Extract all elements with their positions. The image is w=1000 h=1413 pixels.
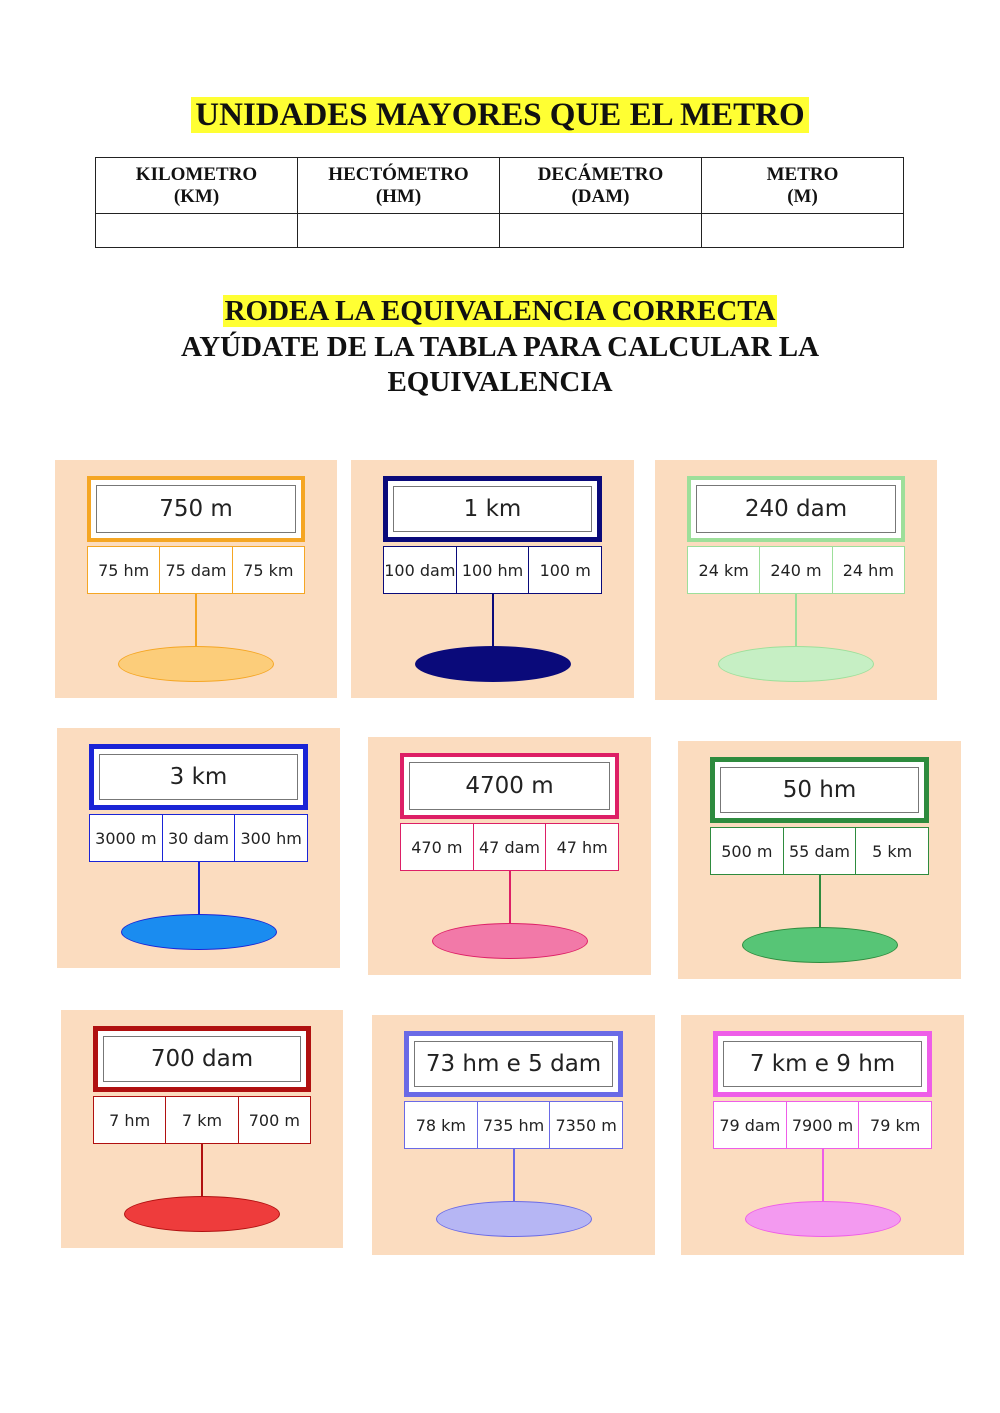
answer-option[interactable]: 24 hm bbox=[842, 560, 894, 580]
page-title: UNIDADES MAYORES QUE EL METRO bbox=[0, 96, 1000, 134]
exercise-card bbox=[61, 1010, 343, 1248]
exercise-card bbox=[55, 460, 337, 698]
answer-option[interactable]: 47 hm bbox=[556, 837, 608, 857]
sign-base bbox=[742, 927, 898, 963]
answer-option[interactable]: 700 m bbox=[248, 1110, 300, 1130]
options-row bbox=[87, 546, 305, 594]
value-sign bbox=[404, 1031, 623, 1097]
options-row bbox=[710, 827, 929, 875]
exercise-card bbox=[372, 1015, 655, 1255]
answer-option[interactable]: 79 dam bbox=[714, 1102, 787, 1148]
value-label: 1 km bbox=[393, 486, 592, 532]
exercise-card bbox=[678, 741, 961, 979]
answer-option[interactable]: 100 m bbox=[539, 560, 591, 580]
instruction-text: AYÚDATE DE LA TABLA PARA CALCULAR LA EQUIVALENCIA bbox=[180, 331, 820, 398]
value-sign bbox=[93, 1026, 311, 1092]
value-label: 700 dam bbox=[103, 1036, 301, 1082]
answer-option[interactable]: 735 hm bbox=[478, 1102, 551, 1148]
units-table bbox=[95, 157, 904, 248]
answer-option[interactable]: 240 m bbox=[760, 547, 832, 593]
answer-option[interactable]: 55 dam bbox=[784, 828, 857, 874]
answer-cell-dam[interactable] bbox=[500, 214, 702, 248]
sign-base bbox=[118, 646, 274, 682]
value-sign bbox=[687, 476, 905, 542]
options-row bbox=[687, 546, 905, 594]
value-sign bbox=[400, 753, 619, 819]
answer-option[interactable]: 30 dam bbox=[163, 815, 236, 861]
options-row bbox=[400, 823, 619, 871]
answer-option[interactable]: 75 hm bbox=[88, 547, 160, 593]
value-label: 50 hm bbox=[720, 767, 919, 813]
exercise-card bbox=[57, 728, 340, 968]
answer-option[interactable]: 47 dam bbox=[474, 824, 547, 870]
units-table-header-row bbox=[96, 158, 904, 214]
header-metro: METRO (M) bbox=[702, 158, 904, 214]
options-row bbox=[89, 814, 308, 862]
answer-option[interactable]: 3000 m bbox=[90, 815, 163, 861]
header-decametro: DECÁMETRO (DAM) bbox=[500, 158, 702, 214]
sign-base bbox=[432, 923, 588, 959]
value-sign bbox=[87, 476, 305, 542]
header-hectometro: HECTÓMETRO (HM) bbox=[298, 158, 500, 214]
answer-option[interactable]: 470 m bbox=[401, 824, 474, 870]
sign-base bbox=[415, 646, 571, 682]
answer-option[interactable]: 100 hm bbox=[457, 547, 530, 593]
header-kilometro: KILOMETRO (KM) bbox=[96, 158, 298, 214]
exercise-card bbox=[655, 460, 937, 700]
value-label: 7 km e 9 hm bbox=[723, 1041, 922, 1087]
sign-base bbox=[745, 1201, 901, 1237]
value-sign bbox=[713, 1031, 932, 1097]
answer-cell-hm[interactable] bbox=[298, 214, 500, 248]
answer-option[interactable]: 75 dam bbox=[160, 547, 232, 593]
answer-option[interactable]: 78 km bbox=[405, 1102, 478, 1148]
value-sign bbox=[89, 744, 308, 810]
value-sign bbox=[383, 476, 602, 542]
exercise-card bbox=[681, 1015, 964, 1255]
exercise-card bbox=[351, 460, 634, 698]
value-label: 4700 m bbox=[409, 762, 610, 810]
answer-option[interactable]: 100 dam bbox=[384, 547, 457, 593]
answer-option[interactable]: 75 km bbox=[243, 560, 294, 580]
options-row bbox=[93, 1096, 311, 1144]
value-label: 73 hm e 5 dam bbox=[414, 1041, 613, 1087]
answer-option[interactable]: 500 m bbox=[711, 828, 784, 874]
answer-option[interactable]: 7 hm bbox=[94, 1097, 166, 1143]
answer-option[interactable]: 7900 m bbox=[787, 1102, 860, 1148]
answer-option[interactable]: 300 hm bbox=[240, 828, 302, 848]
answer-option[interactable]: 7350 m bbox=[555, 1115, 617, 1135]
answer-cell-km[interactable] bbox=[96, 214, 298, 248]
sign-base bbox=[718, 646, 874, 682]
value-label: 240 dam bbox=[696, 485, 896, 533]
answer-option[interactable]: 24 km bbox=[688, 547, 760, 593]
instruction-heading: RODEA LA EQUIVALENCIA CORRECTA bbox=[224, 295, 776, 327]
answer-option[interactable]: 5 km bbox=[872, 841, 913, 861]
sign-base bbox=[436, 1201, 592, 1237]
sign-base bbox=[121, 914, 277, 950]
options-row bbox=[383, 546, 602, 594]
answer-cell-m[interactable] bbox=[702, 214, 904, 248]
value-label: 3 km bbox=[99, 754, 298, 800]
units-table-answer-row bbox=[96, 214, 904, 248]
answer-option[interactable]: 79 km bbox=[870, 1115, 921, 1135]
value-sign bbox=[710, 757, 929, 823]
exercise-card bbox=[368, 737, 651, 975]
value-label: 750 m bbox=[96, 485, 296, 533]
sign-base bbox=[124, 1196, 280, 1232]
options-row bbox=[713, 1101, 932, 1149]
options-row bbox=[404, 1101, 623, 1149]
answer-option[interactable]: 7 km bbox=[166, 1097, 238, 1143]
